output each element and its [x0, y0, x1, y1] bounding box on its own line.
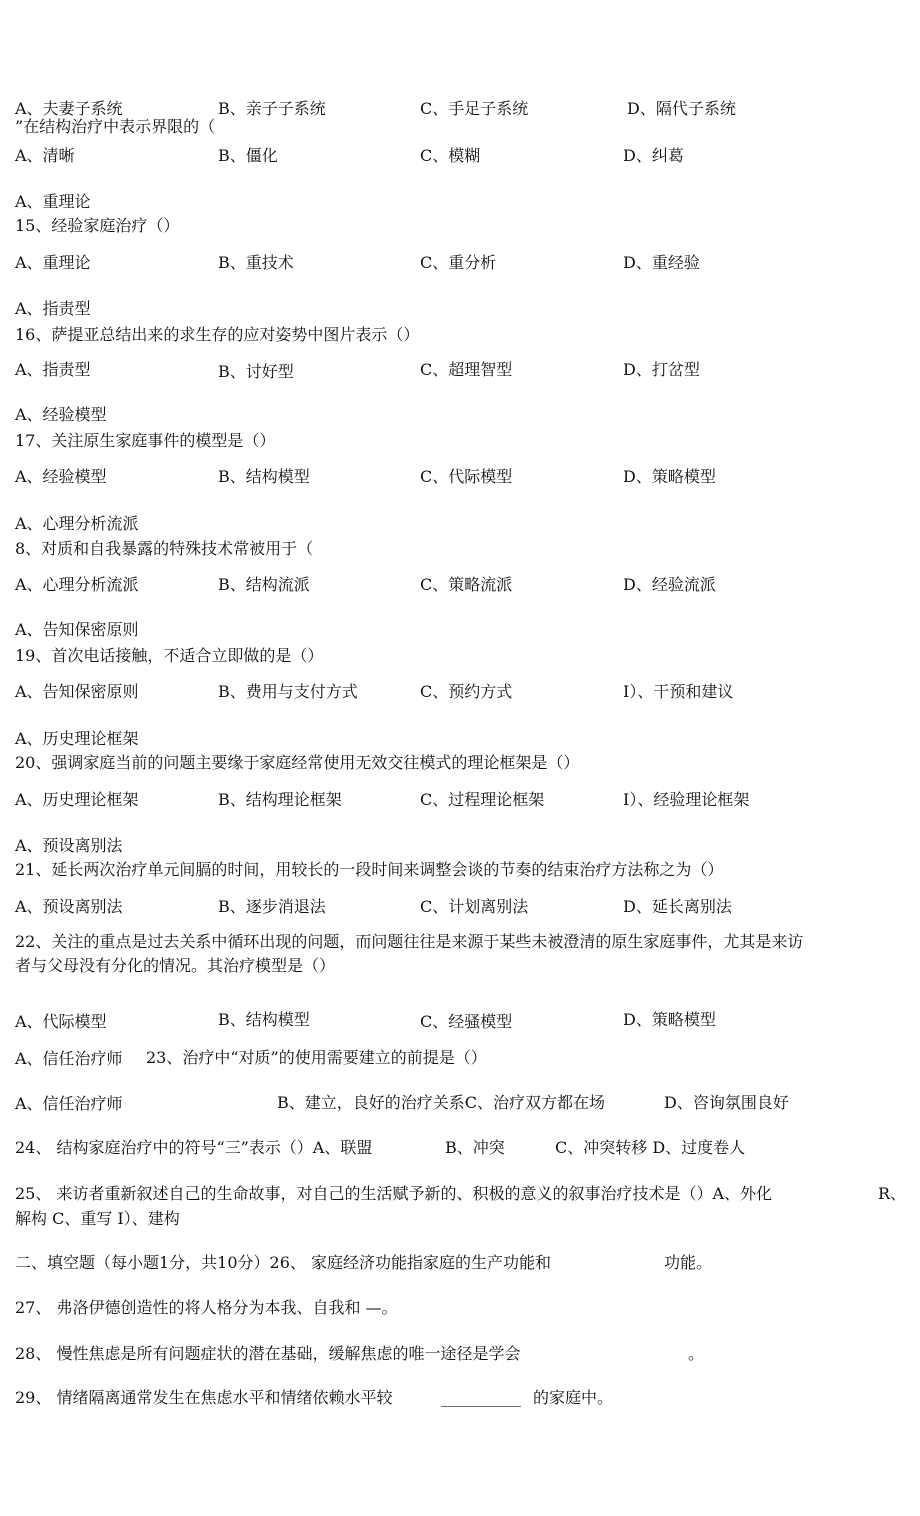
q27-text: 27、 弗洛伊德创造性的将人格分为本我、自我和 —。: [15, 1298, 398, 1317]
q14-option-b: B、僵化: [218, 146, 278, 165]
q16-option-c: C、超理智型: [420, 360, 513, 379]
q19-option-d: I）、干预和建议: [623, 682, 734, 701]
q15-option-b: B、重技术: [218, 253, 294, 272]
q13-option-d: D、隔代子系统: [627, 99, 736, 118]
q22-option-d: D、策略模型: [623, 1010, 716, 1029]
q22-option-c: C、经骚模型: [420, 1012, 513, 1031]
q15-answer: A、重理论: [15, 192, 91, 211]
q21-option-d: D、延长离别法: [623, 897, 732, 916]
q20-option-b: B、结构理论框架: [218, 790, 342, 809]
q14-option-a: A、清晰: [15, 146, 75, 165]
q18-stem: 8、对质和自我暴露的特殊技术常被用于（: [15, 539, 314, 558]
q15-stem: 15、经验家庭治疗（）: [15, 216, 180, 235]
q14-option-c: C、模糊: [420, 146, 481, 165]
q28-tail: 。: [688, 1344, 705, 1363]
q24-option-b: B、冲突: [445, 1138, 505, 1157]
q24-stem: 24、 结构家庭治疗中的符号“三”表示（）A、联盟: [15, 1138, 373, 1157]
q26-head: 二、填空题（每小题1分，共10分）26、 家庭经济功能指家庭的生产功能和: [15, 1253, 551, 1272]
q14-option-d: D、纠葛: [623, 146, 684, 165]
q21-answer: A、预设离别法: [15, 836, 123, 855]
q19-answer: A、告知保密原则: [15, 620, 139, 639]
q16-answer: A、指责型: [15, 299, 91, 318]
q20-stem: 20、强调家庭当前的问题主要缘于家庭经常使用无效交往模式的理论框架是（）: [15, 753, 580, 772]
q18-option-a: A、心理分析流派: [15, 575, 139, 594]
q17-option-a: A、经验模型: [15, 467, 107, 486]
q18-option-c: C、策略流派: [420, 575, 513, 594]
q17-answer: A、经验模型: [15, 405, 107, 424]
q29-head: 29、 情绪隔离通常发生在焦虑水平和情绪依赖水平较: [15, 1388, 393, 1407]
q17-option-d: D、策略模型: [623, 467, 716, 486]
q21-option-a: A、预设离别法: [15, 897, 123, 916]
q24-option-cd: C、冲突转移 D、过度卷人: [555, 1138, 746, 1157]
q17-option-b: B、结构模型: [218, 467, 310, 486]
q26-tail: 功能。: [664, 1253, 713, 1272]
q20-option-c: C、过程理论框架: [420, 790, 545, 809]
q28-head: 28、 慢性焦虑是所有问题症状的潜在基础，缓解焦虑的唯一途径是学会: [15, 1344, 521, 1363]
q25-line1: 25、 来访者重新叙述自己的生命故事，对自己的生活赋予新的、积极的意义的叙事治疗技术是（）A、外化: [15, 1184, 773, 1203]
q29-tail: 的家庭中。: [533, 1388, 614, 1407]
q17-option-c: C、代际模型: [420, 467, 513, 486]
q23-option-bc: B、建立，良好的治疗关系C、治疗双方都在场: [277, 1093, 606, 1112]
q20-option-d: I）、经验理论框架: [623, 790, 750, 809]
q19-stem: 19、首次电话接触，不适合立即做的是（）: [15, 646, 324, 665]
q22-stem-line2: 者与父母没有分化的情况。其治疗模型是（）: [15, 956, 336, 975]
q13-option-b: B、亲子子系统: [218, 99, 326, 118]
q23-stem: 23、治疗中“对质”的使用需要建立的前提是（）: [146, 1048, 487, 1067]
q15-option-d: D、重经验: [623, 253, 700, 272]
q23-answer: A、信任治疗师: [15, 1049, 123, 1068]
q16-option-d: D、打岔型: [623, 360, 700, 379]
q13-option-a: A、夫妻子系统: [15, 99, 123, 118]
q16-option-a: A、指责型: [15, 360, 91, 379]
q15-option-a: A、重理论: [15, 253, 91, 272]
q22-stem-line1: 22、关注的重点是过去关系中循环出现的问题，而问题往往是来源于某些未被澄清的原生家庭事件，尤其是来访: [15, 932, 804, 951]
q19-option-b: B、费用与支付方式: [218, 682, 358, 701]
q23-option-a: A、信任治疗师: [15, 1094, 123, 1113]
q17-stem: 17、关注原生家庭事件的模型是（）: [15, 431, 276, 450]
q19-option-a: A、告知保密原则: [15, 682, 139, 701]
q22-option-a: A、代际模型: [15, 1012, 107, 1031]
q15-option-c: C、重分析: [420, 253, 497, 272]
q18-answer: A、心理分析流派: [15, 514, 139, 533]
q16-option-b: B、讨好型: [218, 362, 294, 381]
q21-stem: 21、延长两次治疗单元间膈的时间，用较长的一段时间来调整会谈的节奏的结束治疗方法称之为（）: [15, 860, 724, 879]
q18-option-b: B、结构流派: [218, 575, 310, 594]
q21-option-b: B、逐步消退法: [218, 897, 326, 916]
q18-option-d: D、经验流派: [623, 575, 716, 594]
q20-option-a: A、历史理论框架: [15, 790, 139, 809]
q22-option-b: B、结构模型: [218, 1010, 310, 1029]
q16-stem: 16、萨提亚总结出来的求生存的应对姿势中图片表示（）: [15, 325, 420, 344]
q23-option-d: D、咨询氛围良好: [664, 1093, 789, 1112]
q19-option-c: C、预约方式: [420, 682, 513, 701]
q25-line1-tail: R、: [878, 1184, 907, 1203]
q14-stem: ”在结构治疗中表示界限的（: [15, 117, 216, 136]
q13-option-c: C、手足子系统: [420, 99, 529, 118]
q21-option-c: C、计划离别法: [420, 897, 529, 916]
q20-answer: A、历史理论框架: [15, 729, 139, 748]
q25-line2: 解构 C、重写 I）、建构: [15, 1209, 180, 1228]
q29-blank: __________: [441, 1388, 521, 1407]
